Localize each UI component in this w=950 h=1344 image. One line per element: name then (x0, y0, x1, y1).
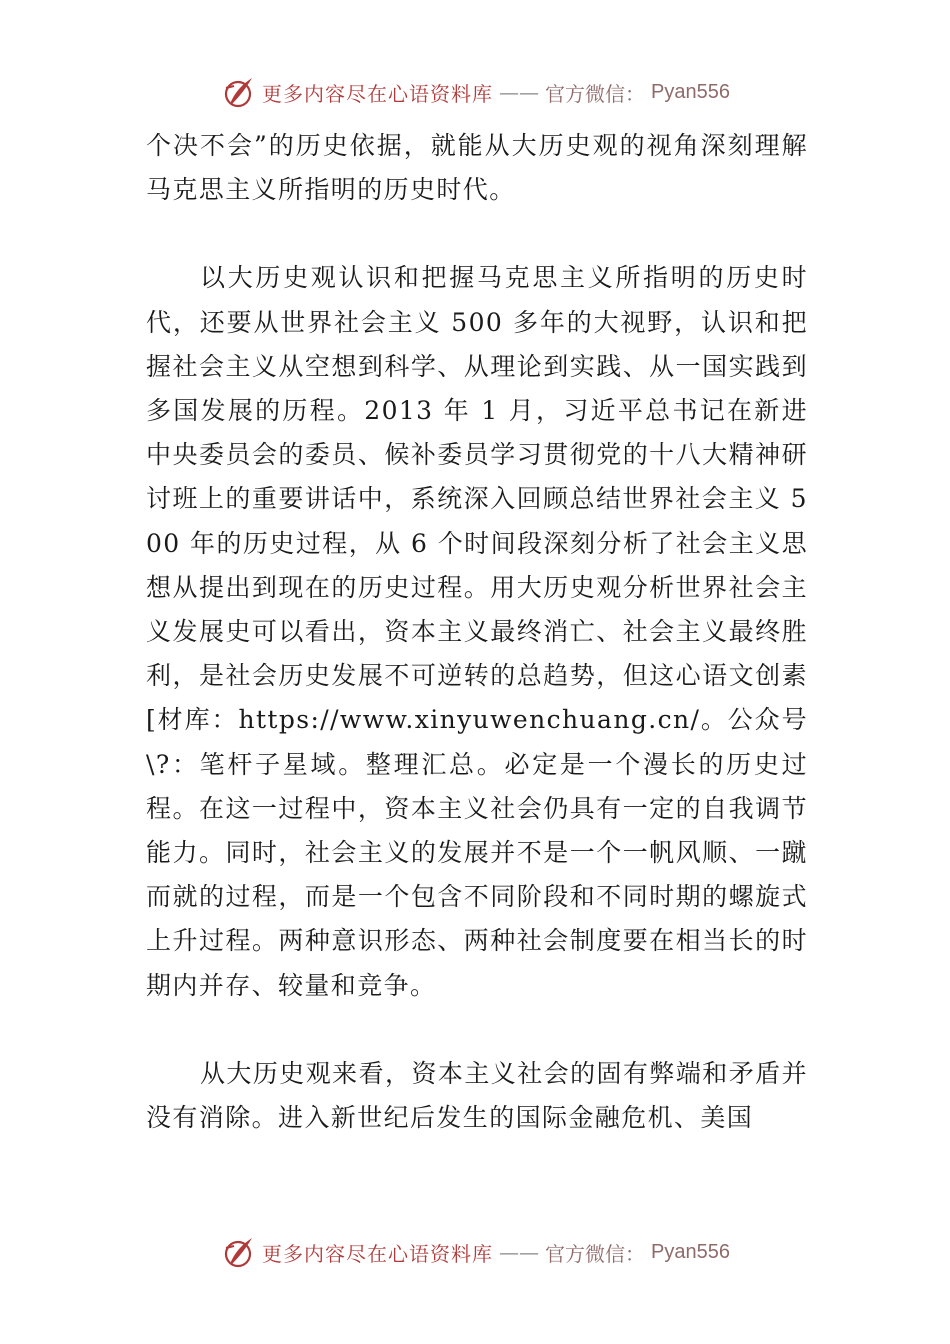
footer-banner (0, 1232, 950, 1272)
header-wechat-id: Pyan556 (651, 80, 730, 103)
paragraph-gap (146, 1008, 808, 1052)
document-body (146, 124, 808, 1140)
quill-logo-icon (220, 74, 256, 110)
header-banner (0, 72, 950, 112)
footer-brand: 更多内容尽在心语资料库 (262, 1241, 494, 1266)
header-separator: —— (499, 80, 540, 104)
footer-separator: —— (499, 1240, 540, 1264)
paragraph-3: 从大历史观来看，资本主义社会的固有弊端和矛盾并没有消除。进入新世纪后发生的国际金融危机、美国 (146, 1058, 808, 1133)
paragraph-2: 以大历史观认识和把握马克思主义所指明的历史时代，还要从世界社会主义 500 多年的大视野，认识和把握社会主义从空想到科学、从理论到实践、从一国实践到多国发展的历程。2013 年 1 月，习近平总书记在新进中央委员会的委员、候补委员学习贯彻党的十八大精神研讨班上的重要讲话中，系统深入回顾总结世界社会主义 500 年的历史过程，从 6 个时间段深刻分析了社会主义思想从提出到现在的历史过程。用大历史观分析世界社会主义发展史可以看出，资本主义最终消亡、社会主义最终胜利，是社会历史发展不可逆转的总趋势，但这心语文创素[材库：https://www.xinyuwenchuang.cn/。公众号\?：笔杆子星域。整理汇总。必定是一个漫长的历史过程。在这一过程中，资本主义社会仍具有一定的自我调节能力。同时，社会主义的发展并不是一个一帆风顺、一蹴而就的过程，而是一个包含不同阶段和不同时期的螺旋式上升过程。两种意识形态、两种社会制度要在相当长的时期内并存、较量和竞争。 (146, 263, 808, 1000)
paragraph-1: 个决不会”的历史依据，就能从大历史观的视角深刻理解马克思主义所指明的历史时代。 (146, 131, 808, 205)
header-brand: 更多内容尽在心语资料库 (262, 81, 494, 106)
header-wechat-label: 官方微信： (545, 81, 646, 106)
paragraph-gap (146, 212, 808, 256)
footer-wechat-id: Pyan556 (651, 1240, 730, 1263)
quill-logo-icon (220, 1234, 256, 1270)
footer-wechat-label: 官方微信： (545, 1241, 646, 1266)
